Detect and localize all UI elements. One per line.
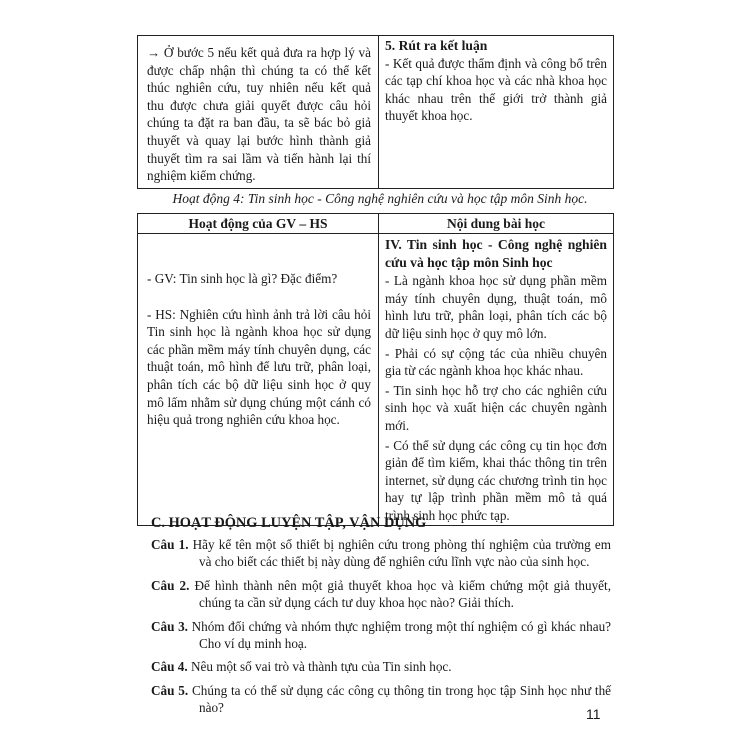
col-header-teacher-student: Hoạt động của GV – HS bbox=[138, 214, 379, 234]
conclusion-right-text: - Kết quả được thẩm định và công bố trên các tạp chí khoa học và các nhà khoa học khác nhau trên thế giới trở thành giả thuyết khoa học. bbox=[385, 55, 607, 124]
conclusion-left-text: → Ở bước 5 nếu kết quả đưa ra hợp lý và được chấp nhận thì chúng ta có thể kết thúc nghiên cứu, tuy nhiên nếu kết quả thu được chưa giải quyết được câu hỏi chúng ta đặt ra ban đầu, ta sẽ bác bỏ giả thuyết và quay lại bước hình thành giả thuyết tìm ra sai lầm và tiến hành lại thí nghiệm kiểm chứng. bbox=[147, 45, 371, 184]
question-label: Câu 1. bbox=[151, 537, 189, 552]
question-item bbox=[151, 658, 611, 675]
question-label: Câu 4. bbox=[151, 659, 188, 675]
question-item bbox=[151, 618, 611, 653]
student-answer: - HS: Nghiên cứu hình ảnh trả lời câu hỏi Tin sinh học là ngành khoa học sử dụng các phần mềm máy tính chuyên dụng, các thuật toán, mô hình để lưu trữ, phân loại, phân tích các bộ dữ liệu sinh học ở quy mô lấm nhằm sử dụng chúng một cánh có hiệu quả trong nghiên cứu khoa học. bbox=[147, 306, 371, 428]
section-c-title: C. HOẠT ĐỘNG LUYỆN TẬP, VẬN DỤNG bbox=[151, 515, 427, 531]
lesson-item: - Tin sinh học hỗ trợ cho các nghiên cứu sinh học và xuất hiện các chuyên ngành mới. bbox=[385, 382, 607, 433]
question-item bbox=[151, 682, 611, 717]
question-label: Câu 5. bbox=[151, 682, 189, 698]
lesson-item: - Phải có sự cộng tác của nhiều chuyên gia từ các ngành khoa học khác nhau. bbox=[385, 345, 607, 379]
question-text: Nhóm đối chứng và nhóm thực nghiệm trong một thí nghiệm có gì khác nhau? Cho ví dụ minh hoạ. bbox=[191, 618, 612, 652]
col-header-lesson-content: Nội dung bài học bbox=[379, 214, 614, 234]
teacher-question: - GV: Tin sinh học là gì? Đặc điểm? bbox=[147, 271, 338, 286]
question-text: Chúng ta có thể sử dụng các công cụ thông tin trong học tập Sinh học như thế nào? bbox=[192, 682, 612, 716]
question-list bbox=[151, 536, 611, 723]
lesson-item: - Là ngành khoa học sử dụng phần mềm máy tính chuyên dụng, thuật toán, mô hình lưu trữ, phân loại, phân tích các bộ dữ liệu sinh học ở quy mô lớn. bbox=[385, 273, 607, 341]
question-text: Hãy kể tên một số thiết bị nghiên cứu trong phòng thí nghiệm của trường em và cho biết các thiết bị này dùng để nghiên cứu lĩnh vực nào của sinh học. bbox=[192, 537, 611, 570]
question-item bbox=[151, 536, 611, 571]
conclusion-table bbox=[137, 35, 614, 189]
conclusion-heading: 5. Rút ra kết luận bbox=[385, 38, 488, 53]
question-text: Nêu một số vai trò và thành tựu của Tin sinh học. bbox=[190, 659, 452, 675]
lesson-heading: IV. Tin sinh học - Công nghệ nghiên cứu và học tập môn Sinh học bbox=[385, 237, 607, 270]
activity-4-table bbox=[137, 213, 614, 526]
activity-left-cell bbox=[138, 234, 379, 526]
conclusion-right-cell bbox=[379, 36, 614, 189]
activity-4-title: Hoạt động 4: Tin sinh học - Công nghệ nghiên cứu và học tập môn Sinh học. bbox=[172, 191, 588, 206]
question-label: Câu 3. bbox=[151, 618, 188, 634]
page-number: 11 bbox=[586, 706, 601, 722]
question-text: Để hình thành nên một giả thuyết khoa học và kiểm chứng một giả thuyết, chúng ta cần sử dụng cách tư duy khoa học nào? Giải thích. bbox=[194, 577, 611, 611]
activity-right-cell bbox=[379, 234, 614, 526]
question-item bbox=[151, 577, 611, 612]
question-label: Câu 2. bbox=[151, 577, 190, 593]
lesson-item: - Có thể sử dụng các công cụ tin học đơn giản để tìm kiếm, khai thác thông tin trên internet, sử dụng các chương trình tin học hay tự lập trình phần mềm mô tả quá trình sinh học phức tạp. bbox=[385, 437, 607, 523]
conclusion-left-cell bbox=[138, 36, 379, 189]
